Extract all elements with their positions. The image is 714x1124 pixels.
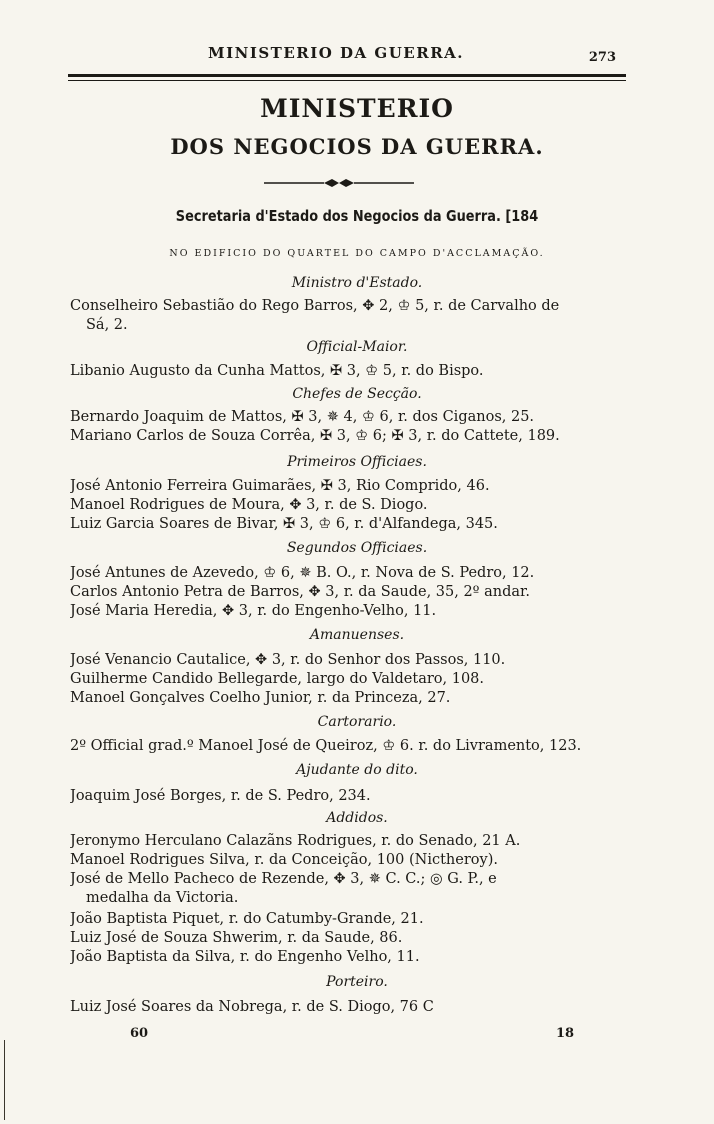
entry-line: José Maria Heredia, ✥ 3, r. do Engenho-Velho, 11.	[70, 603, 437, 619]
entry-line: Luiz Garcia Soares de Bivar, ✠ 3, ♔ 6, r. d'Alfandega, 345.	[70, 516, 498, 532]
secretaria-heading: Secretaria d'Estado dos Negocios da Guerra. [184	[175, 207, 539, 225]
ornament-rule-icon	[264, 176, 414, 190]
entry-line	[70, 297, 630, 335]
entry-line: Libanio Augusto da Cunha Mattos, ✠ 3, ♔ 5, r. do Bispo.	[70, 363, 484, 379]
entry-text: José de Mello Pacheco de Rezende, ✥ 3, ✵ C. C.; ◎ G. P., e	[70, 871, 497, 887]
running-head	[0, 44, 714, 68]
entry-line: Manoel Rodrigues de Moura, ✥ 3, r. de S. Diogo.	[70, 497, 428, 513]
chapter-title: MINISTERIO	[260, 94, 454, 123]
location-line: NO EDIFICIO DO QUARTEL DO CAMPO D'ACCLAMAÇÃO.	[169, 248, 545, 259]
section-heading-cartorario: Cartorario.	[317, 714, 397, 730]
entry-line: Luiz José Soares da Nobrega, r. de S. Diogo, 76 C	[70, 999, 434, 1015]
entry-line: João Baptista Piquet, r. do Catumby-Grande, 21.	[70, 911, 424, 927]
header-rule-thick	[68, 74, 626, 77]
section-heading-primeiros: Primeiros Officiaes.	[287, 454, 427, 470]
entry-line: João Baptista da Silva, r. do Engenho Velho, 11.	[70, 949, 420, 965]
section-heading-segundos: Segundos Officiaes.	[286, 540, 428, 556]
entry-line: Manoel Gonçalves Coelho Junior, r. da Princeza, 27.	[70, 690, 451, 706]
section-heading-amanuenses: Amanuenses.	[309, 627, 405, 643]
entry-line: Mariano Carlos de Souza Corrêa, ✠ 3, ♔ 6; ✠ 3, r. do Cattete, 189.	[70, 428, 560, 444]
entry-line: Manoel Rodrigues Silva, r. da Conceição, 100 (Nictheroy).	[70, 852, 498, 868]
section-heading-ministro: Ministro d'Estado.	[291, 275, 423, 291]
entry-line: Jeronymo Herculano Calazãns Rodrigues, r. do Senado, 21 A.	[70, 833, 521, 849]
entry-continuation: Sá, 2.	[86, 317, 128, 333]
entry-line: Bernardo Joaquim de Mattos, ✠ 3, ✵ 4, ♔ 6, r. dos Ciganos, 25.	[70, 409, 535, 425]
section-heading-official-maior: Official-Maior.	[306, 339, 408, 355]
entry-line: Joaquim José Borges, r. de S. Pedro, 234.	[70, 788, 371, 804]
entry-line	[70, 870, 630, 908]
running-title: MINISTERIO DA GUERRA.	[208, 44, 465, 62]
entry-line: José Antonio Ferreira Guimarães, ✠ 3, Rio Comprido, 46.	[70, 478, 490, 494]
entry-line: Luiz José de Souza Shwerim, r. da Saude, 86.	[70, 930, 403, 946]
header-rule-thin	[68, 80, 626, 81]
chapter-subtitle: DOS NEGOCIOS DA GUERRA.	[170, 134, 544, 159]
entry-line: Carlos Antonio Petra de Barros, ✥ 3, r. da Saude, 35, 2º andar.	[70, 584, 530, 600]
entry-line: 2º Official grad.º Manoel José de Queiroz, ♔ 6. r. do Livramento, 123.	[70, 738, 582, 754]
section-heading-addidos: Addidos.	[326, 810, 388, 826]
entry-line: José Antunes de Azevedo, ♔ 6, ✵ B. O., r. Nova de S. Pedro, 12.	[70, 565, 535, 581]
section-heading-chefes: Chefes de Secção.	[292, 386, 422, 402]
entry-text: Conselheiro Sebastião do Rego Barros, ✥ 2, ♔ 5, r. de Carvalho de	[70, 298, 560, 314]
signature-mark-left: 60	[130, 1026, 149, 1041]
section-heading-ajudante: Ajudante do dito.	[296, 762, 418, 778]
entry-line: José Venancio Cautalice, ✥ 3, r. do Senhor dos Passos, 110.	[70, 652, 506, 668]
page-number: 273	[588, 50, 616, 65]
entry-continuation: medalha da Victoria.	[86, 890, 239, 906]
signature-mark-right: 18	[556, 1026, 575, 1041]
section-heading-porteiro: Porteiro.	[326, 974, 388, 990]
binding-edge	[4, 1040, 5, 1120]
entry-line: Guilherme Candido Bellegarde, largo do Valdetaro, 108.	[70, 671, 485, 687]
